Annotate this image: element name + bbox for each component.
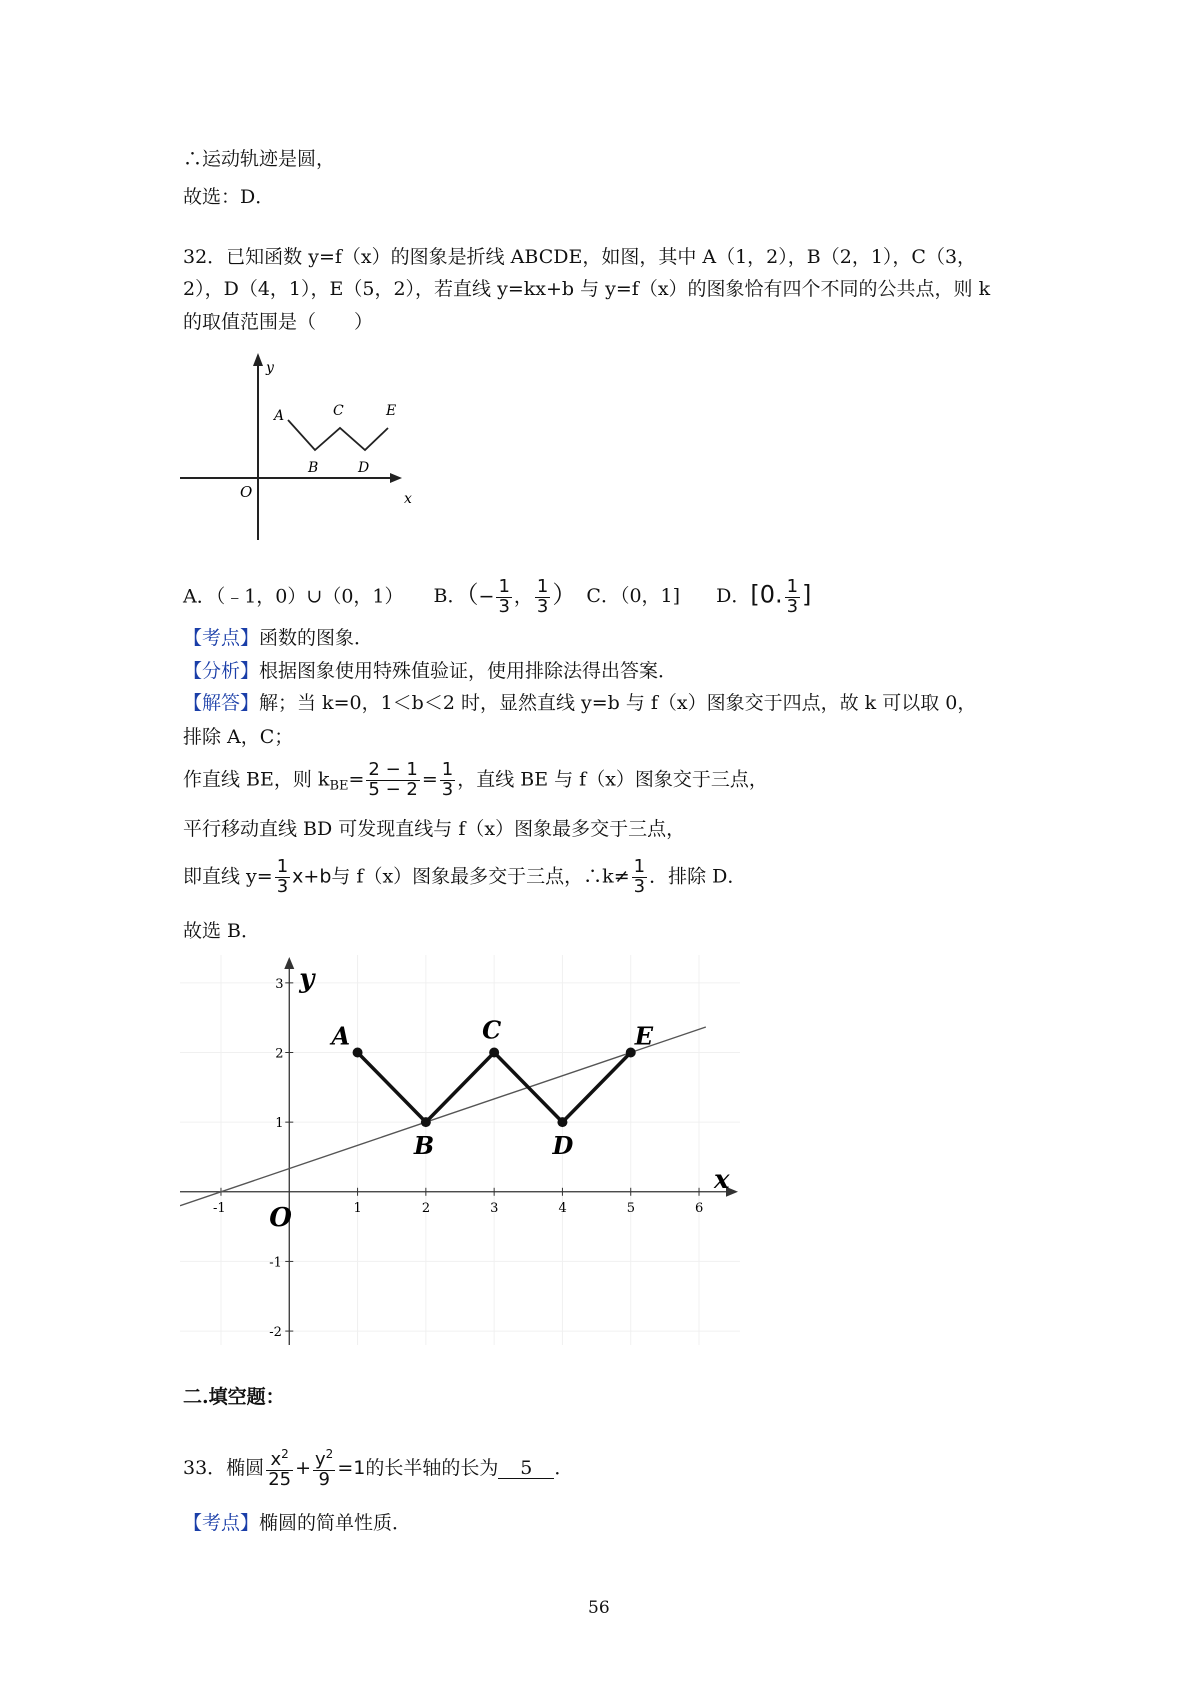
y-tick-label: 3 [275,976,284,992]
small-point-c-label: C [333,403,344,419]
option-d-close: ] [802,580,812,609]
x-tick-label: 6 [695,1200,704,1216]
jieda-line: 【解答】解；当 k=0，1＜b＜2 时，显然直线 y=b 与 f（x）图象交于四点，故 k 可以取 0， [183,692,977,714]
small-point-d-label: D [358,460,370,476]
jieda-tag: 【解答】 [183,692,260,714]
x-tick-label: -1 [212,1200,226,1216]
x-tick-label: 3 [490,1200,499,1216]
data-point-b [421,1117,431,1127]
y-tick-label: -1 [269,1255,282,1271]
solution-chart [180,955,740,1345]
point-label-e: E [634,1021,654,1051]
slope-be-frac: $\frac{2 - 1}{5 - 2}$ [368,759,418,800]
option-d-frac: $\frac{1}{3}$ [786,576,799,617]
question-32-line-2: 2），D（4，1），E（5，2），若直线 y=kx+b 与 y=f（x）的图象恰有四个不同的公共点，则 k [183,278,991,300]
small-origin-label: O [240,483,253,501]
kaodian-line: 【考点】函数的图象． [183,627,374,649]
y-axis-arrow [284,957,294,969]
y-tick-label: -2 [269,1325,282,1341]
option-b-neg: − [478,585,495,608]
question-32-line-3: 的取值范围是（ ） [183,311,374,333]
small-point-a-label: A [274,408,285,424]
fenxi-tag: 【分析】 [183,660,260,682]
data-point-a [353,1048,363,1058]
option-c: C．（0，1] [586,585,681,608]
option-b-open: （ [466,580,479,609]
q33-kaodian-line: 【考点】椭圆的简单性质． [183,1512,412,1534]
data-point-c [489,1048,499,1058]
bd-line: 平行移动直线 BD 可发现直线与 f（x）图象最多交于三点， [183,818,686,840]
answer-options [183,578,811,617]
option-b-close: ） [552,580,577,609]
option-b-frac-1: $\frac{1}{3}$ [498,576,510,617]
y-tick-label: 1 [275,1116,284,1132]
point-label-d: D [552,1131,574,1161]
text-line: ∴运动轨迹是圆， [183,148,336,170]
conclusion-line: 故选 B． [183,920,261,942]
answer-blank: 5 [498,1459,554,1479]
option-b-label: B． [433,585,467,608]
ellipse-y-frac: $\frac{y^2}{9}$ [315,1447,334,1490]
option-b-frac-2: $\frac{1}{3}$ [536,576,549,617]
x-tick-label: 4 [558,1200,567,1216]
jieda-line-2: 排除 A，C； [183,726,294,748]
fenxi-line: 【分析】根据图象使用特殊值验证，使用排除法得出答案． [183,660,678,682]
option-d-open: [0. [750,580,783,609]
q33-kaodian-tag: 【考点】 [183,1512,260,1534]
kaodian-tag: 【考点】 [183,627,260,649]
data-point-d [557,1117,567,1127]
small-axis-x-label: x [404,491,412,507]
x-tick-label: 2 [421,1200,431,1216]
section-2-heading: 二.填空题： [183,1386,285,1408]
text-line: 故选：D． [183,186,275,208]
exclude-d-line: 即直线 y= $\frac{1}{3}$ x+b与 f（x）图象最多交于三点，∴k≠ $\frac{1}{3}$ ．排除 D． [183,856,747,897]
small-graph-figure [180,350,420,550]
x-tick-label: 5 [626,1200,636,1216]
point-label-c: C [482,1015,502,1045]
option-a: A．（﹣1，0）∪（0，1） [183,585,404,608]
k-not-equal-frac: $\frac{1}{3}$ [633,856,646,897]
x-axis-label: x [714,1164,730,1195]
small-point-e-label: E [386,403,397,419]
point-label-b: B [413,1131,435,1161]
x-tick-label: 1 [353,1200,362,1216]
question-33-line: 33．椭圆 $\frac{x^2}{25}$ + $\frac{y^2}{9}$ =1的长半轴的长为 5 ． [183,1447,574,1490]
point-label-a: A [331,1021,351,1051]
option-d-label: D． [716,585,751,608]
slope-be-result-frac: $\frac{1}{3}$ [441,759,454,800]
y-axis-label: y [299,964,315,994]
question-32-line-1: 32．已知函数 y=f（x）的图象是折线 ABCDE，如图，其中 A（1，2），B（2，1），C（3， [183,246,977,268]
ellipse-x-frac: $\frac{x^2}{25}$ [268,1447,292,1490]
line-slope-frac: $\frac{1}{3}$ [276,856,289,897]
option-b-sep: ， [513,585,533,608]
page-number: 56 [588,1598,610,1618]
y-tick-label: 2 [275,1046,284,1062]
small-point-b-label: B [308,460,319,476]
small-axis-y-label: y [266,360,274,376]
slope-be-line: 作直线 BE，则 $k_{BE}=$ $\frac{2 - 1}{5 - 2}$ = $\frac{1}{3}$ ，直线 BE 与 f（x）图象交于三点， [183,759,768,800]
origin-label: O [269,1202,292,1233]
